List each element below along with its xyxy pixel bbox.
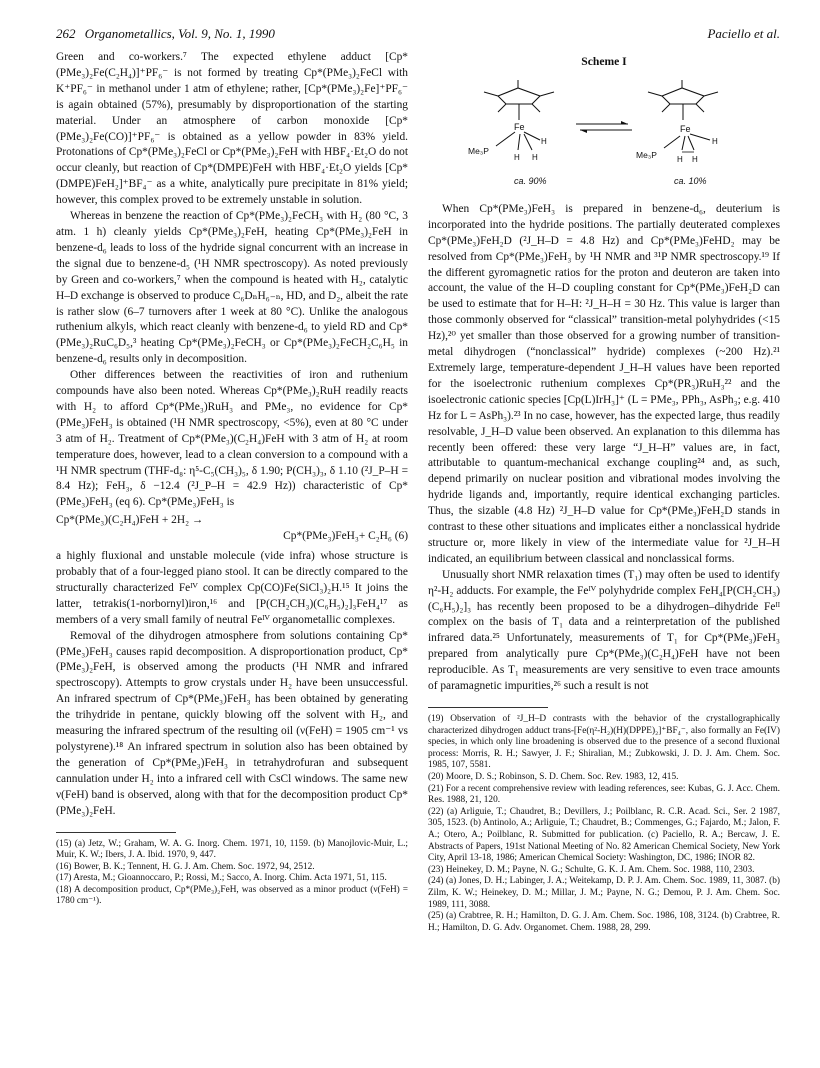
left-fe-p-bond [496, 132, 515, 146]
left-cp-methyl [540, 92, 554, 96]
footnote: (24) (a) Jones, D. H.; Labinger, J. A.; Weitekamp, D. P. J. Am. Chem. Soc. 1989, 11, 3087. (b) Zilm, K. W.; Heinekey, D. M.; Millar, J. M.; Payne, N. G.; Demou, P. J. Am. Chem. Soc. 1989, 111, 3088. [428, 876, 780, 910]
footnote: (21) For a recent comprehensive review with leading references, see: Kubas, G. J. Acc. Chem. Res. 1988, 21, 120. [428, 783, 780, 806]
body-paragraph: Other differences between the reactivities of iron and ruthenium compounds have also been noted. Whereas Cp*(PMe₃)₂RuH readily reacts with H₂ to afford Cp*(PMe₃)RuH₃ and PMe₃, no evidence for Cp*(PMe₃)FeH₃ is obtained (¹H NMR spectroscopy, <5%), even at 80 °C under 3 atm of H₂. Treatment of Cp*(PMe₃)(C₂H₄)FeH with 3 atm of H₂ at room temperature does, however, lead to a clean conversion to a compound with a ¹H NMR spectrum (THF-d₈: η⁵-C₅(CH₃)₅, δ 1.90; P(CH₃)₃, δ 1.10 (²J_P–H = 8.4 Hz); FeH₃, δ −12.4 (²J_P–H = 42.9 Hz)) characteristic of Cp*(PMe₃)FeH₃ (eq 6). Cp*(PMe₃)FeH₃ is [56, 369, 408, 509]
footnote: (16) Bower, B. K.; Tennent, H. G. J. Am. Chem. Soc. 1972, 94, 2512. [56, 861, 315, 872]
left-h-label: H [514, 152, 520, 162]
right-cp-ring [662, 88, 704, 104]
left-h-label: H [541, 136, 547, 146]
running-header [56, 26, 780, 46]
left-cp-methyl [532, 104, 540, 112]
left-caption: ca. 90% [514, 175, 547, 186]
right-fe-p-bond [664, 136, 680, 148]
footnotes-right [428, 714, 780, 934]
right-cp-methyl [662, 104, 670, 112]
left-cp-methyl [484, 92, 498, 96]
right-cp-methyl [696, 104, 704, 112]
left-column [56, 50, 408, 908]
scheme-1-structures [428, 74, 780, 192]
body-paragraph: Removal of the dihydrogen atmosphere from solutions containing Cp*(PMe₃)FeH₃ causes rapid decomposition. A disproportionation product, Cp*(PMe₃)₂FeH, is observed among the products (¹H NMR and infrared spectroscopy). Attempts to grow crystals under H₂ have been unsuccessful. An infrared spectrum of Cp*(PMe₃)FeH₃ has been obtained by generating the trihydride in pentane, quickly blowing off the solvent with H₂, and measuring the infrared spectrum of the resulting oil (ν(FeH) = 1905 cm⁻¹ vs polystyrene).¹⁸ An infrared spectrum in solution also has been obtained by the generation of Cp*(PMe₃)FeH₃ in tetrahydrofuran and subsequent cannulation under H₂ into a infrared cell with CsCl windows. The same new ν(FeH) band is observed, along with that for the decomposition product Cp*(PMe₃)₂FeH. [56, 629, 408, 817]
scheme-1 [428, 54, 780, 192]
right-structure [636, 80, 718, 164]
body-paragraph: a highly fluxional and unstable molecule (vide infra) whose structure is probably that of a four-legged piano stool. It can be directly compared to the structurally characterized Feᴵⱽ complex Cp(CO)Fe(SiCl₃)₂H.¹⁵ It joins the latter, tetrakis(1-norbornyl)iron,¹⁶ and [P(CH₂CH₃)(C₆H₅)₂]₃FeH₄¹⁷ as members of a very small family of neutral Feᴵⱽ organometallic complexes. [56, 550, 408, 626]
left-structure [468, 80, 554, 162]
right-h-label: H [712, 136, 718, 146]
footnote-rule [56, 832, 176, 833]
right-caption: ca. 10% [674, 175, 707, 186]
footnote: (25) (a) Crabtree, R. H.; Hamilton, D. G. J. Am. Chem. Soc. 1986, 108, 3124. (b) Crabtree, R. H.; Hamilton, D. G. Adv. Organomet. Chem. 1988, 28, 299. [428, 911, 780, 933]
right-fe-label: Fe [680, 123, 691, 134]
footnote: (15) (a) Jetz, W.; Graham, W. A. G. Inorg. Chem. 1971, 10, 1159. (b) Manojlovic-Muir, L.; Muir, K. W.; Ibers, J. A. Ibid. 1970, 9, 447. [56, 838, 408, 861]
right-pme3-label: Me₃P [636, 149, 657, 160]
footnote: (17) Aresta, M.; Gioannoccaro, P.; Rossi, M.; Sacco, A. Inorg. Chim. Acta 1971, 51, 115. [56, 873, 387, 884]
left-cp-ring [498, 88, 540, 104]
footnote-rule [428, 707, 548, 708]
page-number: 262 [56, 26, 76, 41]
right-h-label: H [677, 154, 683, 164]
left-h-label: H [532, 152, 538, 162]
footnote: (20) Moore, D. S.; Robinson, S. D. Chem. Soc. Rev. 1983, 12, 415. [428, 771, 679, 782]
right-cp-methyl [704, 92, 718, 96]
scheme-title: Scheme I [581, 55, 627, 68]
equation-6 [56, 513, 408, 545]
right-fe-h2-bond [682, 136, 685, 150]
right-fe-h2-bond [688, 136, 694, 150]
body-paragraph: Whereas in benzene the reaction of Cp*(PMe₃)₂FeCH₃ with H₂ (80 °C, 3 atm. 1 h) cleanly yields Cp*(PMe₃)₂FeH, heating Cp*(PMe₃)₂FeH in benzene-d₆ leads to loss of the hydride signal concurrent with an increase in the signal due to benzene-d₅ (¹H NMR spectroscopy). As noted previously by Green and co-workers,⁷ when the compound is heated with H₂, catalytic H–D exchange is observed to produce C₆DₙH₆₋ₙ, HD, and D₂, albeit the rate is rather slow (6–7 turnovers after 1 week at 80 °C). Unlike the analogous ruthenium alkyls, which react cleanly with benzene-d₆ to yield RD and Cp*(PMe₃)₂RuC₆D₅,³ heating Cp*(PMe₃)₂FeCH₃ or Cp*(PMe₃)₂FeCH₂C₆H₅ in benzene-d₆ results only in decomposition. [56, 210, 408, 366]
equation-line-1: Cp*(PMe₃)(C₂H₄)FeH + 2H₂ → [56, 514, 204, 527]
right-h-label: H [692, 154, 698, 164]
footnotes-left [56, 839, 408, 909]
left-fe-h-bond [524, 134, 532, 150]
journal-citation: Organometallics, Vol. 9, No. 1, 1990 [84, 26, 275, 41]
left-fe-h-bond [518, 134, 520, 150]
right-column [428, 50, 780, 934]
footnote: (18) A decomposition product, Cp*(PMe₃)₂FeH, was observed as a minor product (ν(FeH) = 1780 cm⁻¹). [56, 884, 408, 907]
body-paragraph: When Cp*(PMe₃)FeH₃ is prepared in benzene-d₆, deuterium is incorporated into the hydride positions. The partially deuterated complexes Cp*(PMe₃)FeH₂D (²J_H–D = 4.8 Hz) and Cp*(PMe₃)FeHD₂ may be resolved from Cp*(PMe₃)FeH₃ by ¹H NMR and ³¹P NMR spectroscopy.¹⁹ If the different gyromagnetic ratios for the proton and deuteron are taken into account, the value of the H–D coupling constant for Cp*(PMe₃)FeH₂D can be used to estimate that for H–H: ²J_H–H = 30 Hz. This value is larger than those commonly observed for “classical” transition-metal polyhydrides (<15 Hz),²⁰ yet smaller than those observed for a growing number of transition-metal dihydrogen (“nonclassical” hydride) complexes (~200 Hz).²¹ Extremely large, temperature-dependent J_H–H values have been reported for the isoelectronic ruthenium complexes Cp*(PR₃)RuH₃²² and the isoelectronic cationic species [Cp(L)IrH₃]⁺ (L = PMe₃, PPh₃, AsPh₃; e.g. 410 Hz for L = AsPh₃).²³ In no case, however, has the expected large, thus readily resolvable, J_H–D value been observed. An explanation to this dilemma has recently been offered: these very large “J_H–H” values are, in fact, attributable to quantum-mechanical exchange coupling²⁴ and, as such, depend primarily on nuclear position and vibrational modes involving the hydride ligands and, importantly, require identical exchanging particles. Thus, the sizable (4.8 Hz) ²J_H–D value for Cp*(PMe₃)FeH₂D stands in contrast to these other situations and implicates either a nonclassical hydride structure or, more likely in view of the intermediate value for ²J_H–H indicated, an equilibrium between classical and nonclassical forms. [428, 202, 780, 565]
footnote: (19) Observation of ²J_H–D contrasts with the behavior of the crystallographically characterized dihydrogen adduct trans-[Fe(η²-H₂)(H)(DPPE)₂]⁺BF₄⁻, also formally an Fe(IV) species, in which only line broadening is observed due to the presence of a second fluxional process: Morris, R. H.; Sawyer, J. F.; Shiralian, M.; Zubkowski, J. D. J. Am. Chem. Soc. 1985, 107, 5581. [428, 714, 780, 771]
left-fe-label: Fe [514, 121, 525, 132]
footnote: (23) Heinekey, D. M.; Payne, N. G.; Schulte, G. K. J. Am. Chem. Soc. 1988, 110, 2303. [428, 864, 755, 875]
header-left [56, 26, 275, 42]
footnote: (22) (a) Arliguie, T.; Chaudret, B.; Devillers, J.; Poilblanc, R. C.R. Acad. Sci., Ser. 2 1987, 305, 1523. (b) Antinolo, A.; Arliguie, T.; Chaudret, B.; Commenges, G.; Fajardo, M.; Jalon, F. A.; Otero, A.; Poilblanc, R. Submitted for publication. (c) Paciello, R. A.; Bercaw, J. E. Abstracts of Papers, 191st National Meeting of No. 82 American Chemical Society, New York City, April 13-18, 1986; American Chemical Society: Washington, DC, 1986; INOR 82. [428, 806, 780, 864]
body-paragraph: Unusually short NMR relaxation times (T₁) may often be used to identify η²-H₂ adducts. For example, the Feᴵⱽ polyhydride complex FeH₄[P(CH₂CH₃)(C₆H₅)₂]₃ has recently been proposed to be a dihydrogen–dihydride Feᴵᴵ complex on the basis of T₁ data and a reinterpretation of the published infrared data.²⁵ Unfortunately, measurements of T₁ for Cp*(PMe₃)FeH₃ prepared from analytically pure Cp*(PMe₃)(C₂H₄)FeH have not been reproducible. As T₁ measurements are very sensitive to even trace amounts of paramagnetic impurities,²⁶ such a result is not [428, 568, 780, 693]
right-fe-h-bond [690, 134, 710, 140]
left-cp-methyl [498, 104, 506, 112]
equation-line-2: Cp*(PMe₃)FeH₃+ C₂H₆ (6) [283, 530, 408, 543]
equilibrium-arrows [576, 121, 632, 133]
right-cp-methyl [648, 92, 662, 96]
header-authors: Paciello et al. [707, 26, 780, 41]
left-pme3-label: Me₃P [468, 145, 489, 156]
body-paragraph: Green and co-workers.⁷ The expected ethylene adduct [Cp*(PMe₃)₂Fe(C₂H₄)]⁺PF₆⁻ is not formed by treating Cp*(PMe₃)₂FeCl with K⁺PF₆⁻ in methanol under 1 atm of ethylene; rather, [Cp*(PMe₃)₂Fe]⁺PF₆⁻ is again obtained (57%), presumably by disproportionation of the starting material. Under an atmosphere of carbon monoxide [Cp*(PMe₃)₂Fe(CO)]⁺PF₆⁻ is obtained as a yellow powder in 83% yield. Protonations of Cp*(PMe₃)₂FeCl or Cp*(PMe₃)₂FeH with HBF₄·Et₂O do not occur cleanly, but reaction of Cp*(DMPE)FeH with HBF₄·Et₂O yields [Cp*(DMPE)FeH₂]⁺BF₄⁻ as a white, analytically pure precipitate in 81% yield; however, this complex proved to be extremely unstable in solution. [56, 51, 408, 207]
